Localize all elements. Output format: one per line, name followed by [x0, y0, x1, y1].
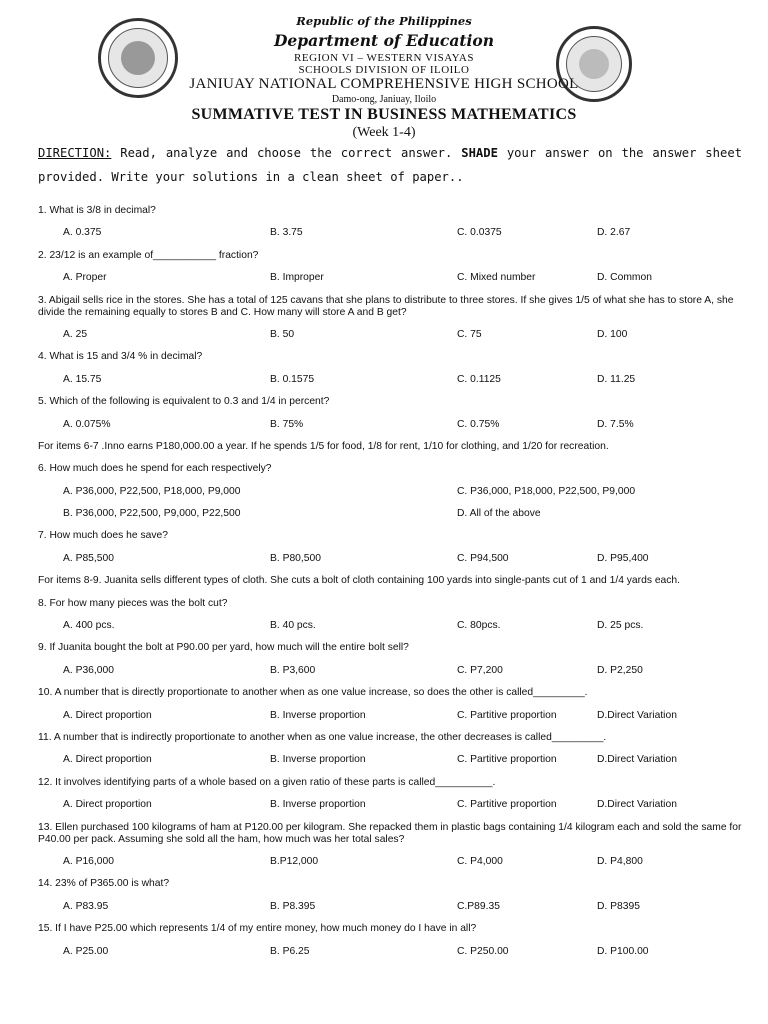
option-d: D.Direct Variation: [597, 799, 677, 811]
options-6-row-2: [38, 508, 746, 520]
option-a: A. Proper: [63, 272, 107, 284]
option-c: C. 75: [457, 328, 482, 340]
option-d: D. P100.00: [597, 945, 649, 957]
school-address: Damo-ong, Janiuay, Iloilo: [331, 94, 437, 105]
question-14: 14. 23% of P365.00 is what?: [38, 878, 170, 890]
question-13: 13. Ellen purchased 100 kilograms of ham at P120.00 per kilogram. She repacked them in plastic bags containing 1/4 kilogram each and sold the same for P40.00 per pack. Assuming she sold all the ham, how much was her total sales?: [38, 821, 742, 845]
options-14: [38, 901, 746, 913]
options-11: [38, 754, 746, 766]
options-15: [38, 946, 746, 958]
options-6-row-1: [38, 486, 746, 498]
option-b: B. Inverse proportion: [270, 754, 366, 766]
option-b: B. P80,500: [270, 552, 321, 564]
option-c: C. P250.00: [457, 945, 509, 957]
question-1: 1. What is 3/8 in decimal?: [38, 205, 156, 216]
option-a: A. Direct proportion: [63, 799, 152, 811]
options-10: [38, 710, 746, 722]
option-d: D.Direct Variation: [597, 709, 677, 721]
question-7: 7. How much does he save?: [38, 530, 168, 542]
option-a: A. P83.95: [63, 900, 109, 912]
option-a: A. P16,000: [63, 855, 114, 867]
option-d: D. 7.5%: [597, 418, 634, 430]
title-block: [0, 106, 768, 141]
question-4: 4. What is 15 and 3/4 % in decimal?: [38, 351, 203, 363]
option-d: D. P4,800: [597, 855, 643, 867]
option-a: A. 15.75: [63, 373, 102, 385]
option-b: B. Inverse proportion: [270, 799, 366, 811]
option-c: C.P89.35: [457, 900, 500, 912]
option-c: C. Partitive proportion: [457, 754, 557, 766]
direction-text: [38, 141, 742, 189]
question-9: 9. If Juanita bought the bolt at P90.00 per yard, how much will the entire bolt sell?: [38, 642, 409, 654]
option-d: D. P8395: [597, 900, 640, 912]
options-3: [38, 329, 746, 341]
question-2: 2. 23/12 is an example of___________ fraction?: [38, 249, 259, 261]
option-d: D. 2.67: [597, 227, 631, 239]
division-line: SCHOOLS DIVISION OF ILOILO: [298, 64, 470, 76]
department-line: Department of Education: [273, 31, 495, 50]
option-d: D. All of the above: [457, 508, 541, 520]
option-d: D. P2,250: [597, 664, 643, 676]
options-5: [38, 419, 746, 431]
option-a: A. P85,500: [63, 552, 114, 564]
option-a: A. P36,000, P22,500, P18,000, P9,000: [63, 485, 241, 497]
option-b: B. 75%: [270, 418, 304, 430]
options-8: [38, 620, 746, 632]
options-9: [38, 665, 746, 677]
option-a: A. 25: [63, 328, 88, 340]
region-line: REGION VI – WESTERN VISAYAS: [294, 52, 474, 64]
question-8: 8. For how many pieces was the bolt cut?: [38, 597, 228, 609]
option-d: D. 100: [597, 328, 628, 340]
options-7: [38, 553, 746, 565]
test-title: SUMMATIVE TEST IN BUSINESS MATHEMATICS: [191, 106, 577, 123]
question-list: [38, 205, 746, 968]
option-a: A. Direct proportion: [63, 709, 152, 721]
option-c: C. 0.0375: [457, 227, 502, 239]
option-d: D. 11.25: [597, 373, 636, 385]
week-label: (Week 1-4): [352, 125, 416, 140]
question-12: 12. It involves identifying parts of a whole based on a given ratio of these parts is called__________.: [38, 776, 496, 788]
option-b: B. Improper: [270, 272, 324, 284]
option-b: B. P3,600: [270, 664, 316, 676]
option-b: B. P6.25: [270, 945, 310, 957]
option-c: C. P94,500: [457, 552, 509, 564]
option-b: B. Inverse proportion: [270, 709, 366, 721]
option-b: B. P36,000, P22,500, P9,000, P22,500: [63, 508, 241, 520]
option-b: B. 3.75: [270, 227, 303, 239]
republic-line: Republic of the Philippines: [296, 14, 472, 28]
option-a: A. 0.075%: [63, 418, 111, 430]
direction-shade: SHADE: [461, 146, 498, 160]
option-c: C. 0.1125: [457, 373, 501, 385]
option-c: C. Partitive proportion: [457, 709, 557, 721]
instruction-items-6-7: For items 6-7 .Inno earns P180,000.00 a year. If he spends 1/5 for food, 1/8 for rent, 1/10 for clothing, and 1/20 for recreation.: [38, 440, 609, 452]
option-c: C. P7,200: [457, 664, 503, 676]
question-5: 5. Which of the following is equivalent to 0.3 and 1/4 in percent?: [38, 396, 330, 408]
option-b: B. 50: [270, 328, 295, 340]
school-name: JANIUAY NATIONAL COMPREHENSIVE HIGH SCHOOL: [189, 76, 579, 92]
option-c: C. Partitive proportion: [457, 799, 557, 811]
option-a: A. P25.00: [63, 945, 109, 957]
instruction-items-8-9: For items 8-9. Juanita sells different types of cloth. She cuts a bolt of cloth containing 100 yards into single-pants cut of 1 and 1/4 yards each.: [38, 575, 681, 587]
question-3: 3. Abigail sells rice in the stores. She has a total of 125 cavans that she plans to distribute to three stores. If she gives 1/5 of what she has to store A, she divide the remaining equally to stores B and C. How many will store A and B get?: [38, 294, 734, 318]
direction-text-2: your answer on the answer sheet provided. Write your solutions in a clean sheet of paper..: [38, 146, 742, 184]
option-c: C. 0.75%: [457, 418, 500, 430]
option-c: C. P36,000, P18,000, P22,500, P9,000: [457, 485, 636, 497]
option-b: B. 40 pcs.: [270, 620, 316, 632]
options-12: [38, 799, 746, 811]
option-c: C. Mixed number: [457, 272, 536, 284]
question-10: 10. A number that is directly proportionate to another when as one value increase, so does the other is called_________.: [38, 687, 588, 699]
question-15: 15. If I have P25.00 which represents 1/4 of my entire money, how much money do I have in all?: [38, 923, 477, 935]
direction-text-1: Read, analyze and choose the correct answer.: [111, 146, 462, 160]
option-c: C. P4,000: [457, 855, 503, 867]
options-13: [38, 856, 746, 868]
option-d: D. Common: [597, 272, 652, 284]
options-4: [38, 374, 746, 386]
options-2: [38, 272, 746, 284]
option-d: D.Direct Variation: [597, 754, 677, 766]
option-d: D. P95,400: [597, 552, 649, 564]
direction-label: DIRECTION:: [38, 146, 112, 160]
option-d: D. 25 pcs.: [597, 620, 644, 632]
options-1: [38, 227, 746, 239]
question-6: 6. How much does he spend for each respectively?: [38, 463, 272, 475]
option-b: B. 0.1575: [270, 373, 315, 385]
option-c: C. 80pcs.: [457, 620, 501, 632]
letterhead: [0, 0, 768, 104]
option-b: B. P8.395: [270, 900, 316, 912]
question-11: 11. A number that is indirectly proportionate to another when as one value increase, the other decreases is called_________.: [38, 731, 607, 743]
option-a: A. 400 pcs.: [63, 620, 115, 632]
option-b: B.P12,000: [270, 855, 319, 867]
option-a: A. Direct proportion: [63, 754, 152, 766]
option-a: A. 0.375: [63, 227, 102, 239]
option-a: A. P36,000: [63, 664, 114, 676]
